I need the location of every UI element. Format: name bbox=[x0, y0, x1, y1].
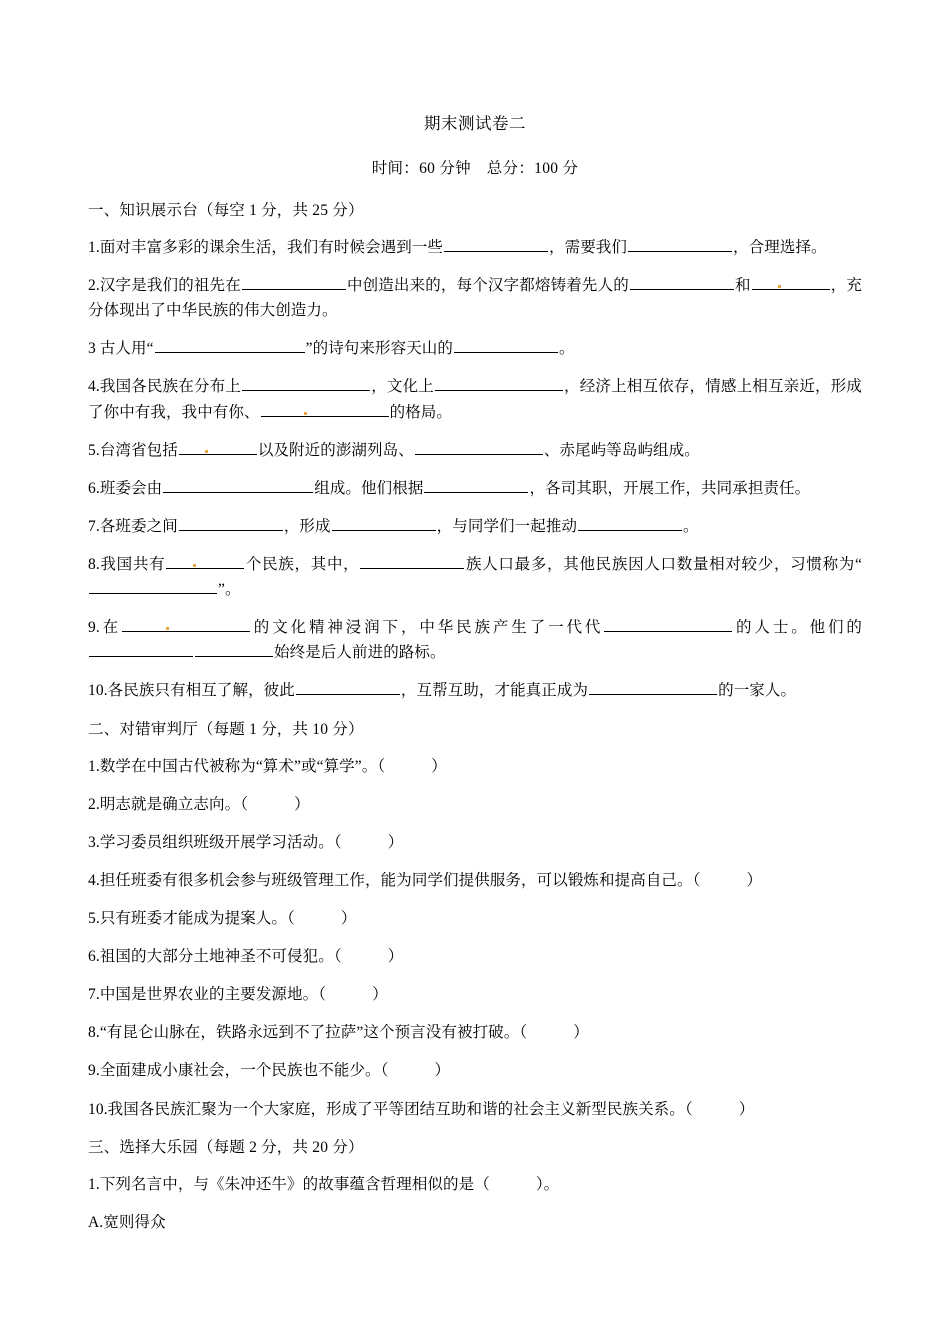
question-1-2 bbox=[88, 273, 862, 323]
question-2-5: 5.只有班委才能成为提案人。（ ） bbox=[88, 906, 862, 931]
section-heading-multiple-choice: 三、选择大乐园（每题 2 分，共 20 分） bbox=[88, 1138, 364, 1156]
answer-parenthesis[interactable] bbox=[295, 906, 341, 931]
question-2-9-text: 9.全面建成小康社会，一个民族也不能少。（ bbox=[88, 1062, 389, 1080]
question-1-3-text-part2: ”的诗句来形容天山的 bbox=[305, 340, 453, 358]
question-1-9-text-part3: 的人士。他们的 bbox=[733, 619, 862, 637]
question-1-2-text-part4: ，充分体现出了中华民族的伟大创造力。 bbox=[88, 277, 862, 320]
question-1-4-text-part1: 4.我国各民族在分布上 bbox=[88, 378, 242, 396]
question-1-8-text-part1: 8.我国共有 bbox=[88, 555, 166, 573]
question-1-8-text-part4: ”。 bbox=[218, 581, 241, 599]
question-1-8-text-part3: 族人口最多，其他民族因人口数量相对较少，习惯称为“ bbox=[465, 555, 863, 573]
question-2-6-text: 6.祖国的大部分土地神圣不可侵犯。（ bbox=[88, 948, 342, 966]
question-1-6 bbox=[88, 476, 862, 501]
question-1-4-text-part4: 的格局。 bbox=[389, 403, 453, 421]
question-1-7-text-part4: 。 bbox=[683, 517, 699, 535]
question-2-4-text: 4.担任班委有很多机会参与班级管理工作，能为同学们提供服务，可以锻炼和提高自己。（ bbox=[88, 871, 701, 889]
question-2-4: 4.担任班委有很多机会参与班级管理工作，能为同学们提供服务，可以锻炼和提高自己。（ ） bbox=[88, 868, 862, 893]
question-1-6-text-part1: 6.班委会由 bbox=[88, 479, 163, 497]
question-1-6-text-part2: 组成。他们根据 bbox=[314, 479, 424, 497]
question-1-8 bbox=[88, 552, 862, 602]
question-1-1-text-part2: ，需要我们 bbox=[549, 239, 628, 256]
question-1-9 bbox=[88, 615, 862, 665]
blank-line[interactable] bbox=[296, 680, 400, 696]
question-2-10-text: 10.我国各民族汇聚为一个大家庭，形成了平等团结互助和谐的社会主义新型民族关系。（ bbox=[88, 1100, 693, 1118]
blank-line[interactable] bbox=[435, 376, 563, 392]
question-1-4-text-part2: ，文化上 bbox=[371, 378, 434, 396]
option-a-text: A.宽则得众 bbox=[88, 1213, 166, 1231]
question-1-3-text-part3: 。 bbox=[559, 340, 575, 358]
question-1-10-text-part3: 的一家人。 bbox=[718, 682, 797, 700]
blank-line[interactable] bbox=[163, 477, 313, 493]
blank-line[interactable] bbox=[628, 236, 732, 252]
blank-line[interactable] bbox=[360, 553, 464, 569]
blank-line[interactable] bbox=[261, 401, 389, 417]
question-1-2-text-part3: 和 bbox=[734, 277, 751, 295]
answer-parenthesis[interactable] bbox=[388, 1058, 434, 1083]
question-2-2-text: 2.明志就是确立志向。（ bbox=[88, 795, 249, 813]
blank-line[interactable] bbox=[424, 477, 528, 493]
question-1-5-text-part3: 、赤尾屿等岛屿组成。 bbox=[543, 441, 700, 459]
question-3-1: 1.下列名言中，与《朱冲还牛》的故事蕴含哲理相似的是（ ）。 bbox=[88, 1172, 862, 1197]
blank-line[interactable] bbox=[179, 439, 257, 455]
blank-line[interactable] bbox=[122, 616, 250, 632]
blank-line[interactable] bbox=[630, 274, 734, 290]
question-1-3 bbox=[88, 336, 862, 361]
question-1-9-text-part2: 的文化精神浸润下，中华民族产生了一代代 bbox=[251, 619, 604, 637]
question-1-1-text-part1: 1.面对丰富多彩的课余生活，我们有时候会遇到一些 bbox=[88, 239, 444, 256]
question-2-10: 10.我国各民族汇聚为一个大家庭，形成了平等团结互助和谐的社会主义新型民族关系。（ ） bbox=[88, 1097, 862, 1122]
blank-line[interactable] bbox=[415, 439, 543, 455]
answer-parenthesis[interactable] bbox=[700, 868, 746, 893]
answer-parenthesis[interactable] bbox=[248, 792, 294, 817]
question-1-4 bbox=[88, 374, 862, 424]
answer-parenthesis[interactable] bbox=[326, 982, 372, 1007]
blank-line[interactable] bbox=[179, 515, 283, 531]
blank-line[interactable] bbox=[89, 578, 217, 594]
question-1-9-text-part1: 9.在 bbox=[88, 619, 122, 637]
answer-parenthesis[interactable] bbox=[342, 830, 388, 855]
answer-parenthesis[interactable] bbox=[693, 1097, 739, 1122]
question-1-10-text-part1: 10.各民族只有相互了解，彼此 bbox=[88, 682, 295, 700]
question-2-5-text: 5.只有班委才能成为提案人。（ bbox=[88, 909, 295, 927]
blank-line[interactable] bbox=[454, 338, 558, 354]
question-2-1-text: 1.数学在中国古代被称为“算术”或“算学”。（ bbox=[88, 757, 386, 775]
section-heading-fill-in-blank: 一、知识展示台（每空 1 分，共 25 分） bbox=[88, 202, 364, 219]
exam-meta-line: 时间：60 分钟 总分：100 分 bbox=[371, 160, 579, 177]
question-1-2-text-part1: 2.汉字是我们的祖先在 bbox=[88, 277, 241, 295]
blank-line[interactable] bbox=[589, 680, 717, 696]
section-heading-true-false: 二、对错审判厅（每题 1 分，共 10 分） bbox=[88, 720, 364, 738]
question-1-7 bbox=[88, 514, 862, 539]
question-1-5-text-part1: 5.台湾省包括 bbox=[88, 441, 178, 459]
question-2-9: 9.全面建成小康社会，一个民族也不能少。（ ） bbox=[88, 1058, 862, 1083]
blank-line[interactable] bbox=[752, 274, 830, 290]
question-1-5-text-part2: 以及附近的澎湖列岛、 bbox=[257, 441, 414, 459]
blank-line[interactable] bbox=[332, 515, 436, 531]
blank-line[interactable] bbox=[155, 338, 305, 354]
question-2-2: 2.明志就是确立志向。（ ） bbox=[88, 792, 862, 817]
question-3-1-text: 1.下列名言中，与《朱冲还牛》的故事蕴含哲理相似的是（ bbox=[88, 1175, 490, 1193]
question-2-3-text: 3.学习委员组织班级开展学习活动。（ bbox=[88, 833, 342, 851]
question-1-6-text-part3: ，各司其职，开展工作，共同承担责任。 bbox=[529, 479, 811, 497]
page-title: 期末测试卷二 bbox=[424, 114, 526, 133]
question-1-1-text-part3: ，合理选择。 bbox=[733, 239, 827, 256]
blank-line[interactable] bbox=[89, 642, 193, 658]
blank-line[interactable] bbox=[195, 642, 273, 658]
question-2-6: 6.祖国的大部分土地神圣不可侵犯。（ ） bbox=[88, 944, 862, 969]
question-2-8-text: 8.“有昆仑山脉在，铁路永远到不了拉萨”这个预言没有被打破。（ bbox=[88, 1024, 528, 1042]
question-1-4-text-part3: ，经济上相互依存，情感上相互亲近，形成了你中有我，我中有你、 bbox=[88, 378, 863, 421]
blank-line[interactable] bbox=[242, 274, 346, 290]
question-2-8: 8.“有昆仑山脉在，铁路永远到不了拉萨”这个预言没有被打破。（ ） bbox=[88, 1020, 862, 1045]
answer-parenthesis[interactable] bbox=[385, 754, 431, 779]
question-1-7-text-part2: ，形成 bbox=[283, 517, 331, 535]
question-1-5 bbox=[88, 438, 862, 463]
question-1-7-text-part1: 7.各班委之间 bbox=[88, 517, 178, 535]
answer-parenthesis[interactable] bbox=[527, 1020, 573, 1045]
blank-line[interactable] bbox=[242, 376, 370, 392]
blank-line[interactable] bbox=[166, 553, 244, 569]
question-2-1: 1.数学在中国古代被称为“算术”或“算学”。（ ） bbox=[88, 754, 862, 779]
blank-line[interactable] bbox=[444, 236, 548, 252]
question-1-3-text-part1: 3 古人用“ bbox=[88, 340, 154, 358]
question-1-1 bbox=[88, 235, 862, 260]
question-1-7-text-part3: ，与同学们一起推动 bbox=[436, 517, 578, 535]
question-1-2-text-part2: 中创造出来的，每个汉字都熔铸着先人的 bbox=[346, 277, 629, 295]
answer-parenthesis[interactable] bbox=[490, 1172, 536, 1197]
answer-parenthesis[interactable] bbox=[342, 944, 388, 969]
question-2-3: 3.学习委员组织班级开展学习活动。（ ） bbox=[88, 830, 862, 855]
blank-line[interactable] bbox=[604, 616, 732, 632]
question-1-9-text-part4: 始终是后人前进的路标。 bbox=[274, 644, 446, 662]
question-3-1-option-a[interactable] bbox=[88, 1210, 862, 1235]
question-2-7: 7.中国是世界农业的主要发源地。（ ） bbox=[88, 982, 862, 1007]
question-2-7-text: 7.中国是世界农业的主要发源地。（ bbox=[88, 986, 327, 1004]
question-1-8-text-part2: 个民族，其中， bbox=[245, 555, 360, 573]
question-1-10 bbox=[88, 678, 862, 703]
question-1-10-text-part2: ，互帮互助，才能真正成为 bbox=[400, 682, 589, 700]
blank-line[interactable] bbox=[578, 515, 682, 531]
